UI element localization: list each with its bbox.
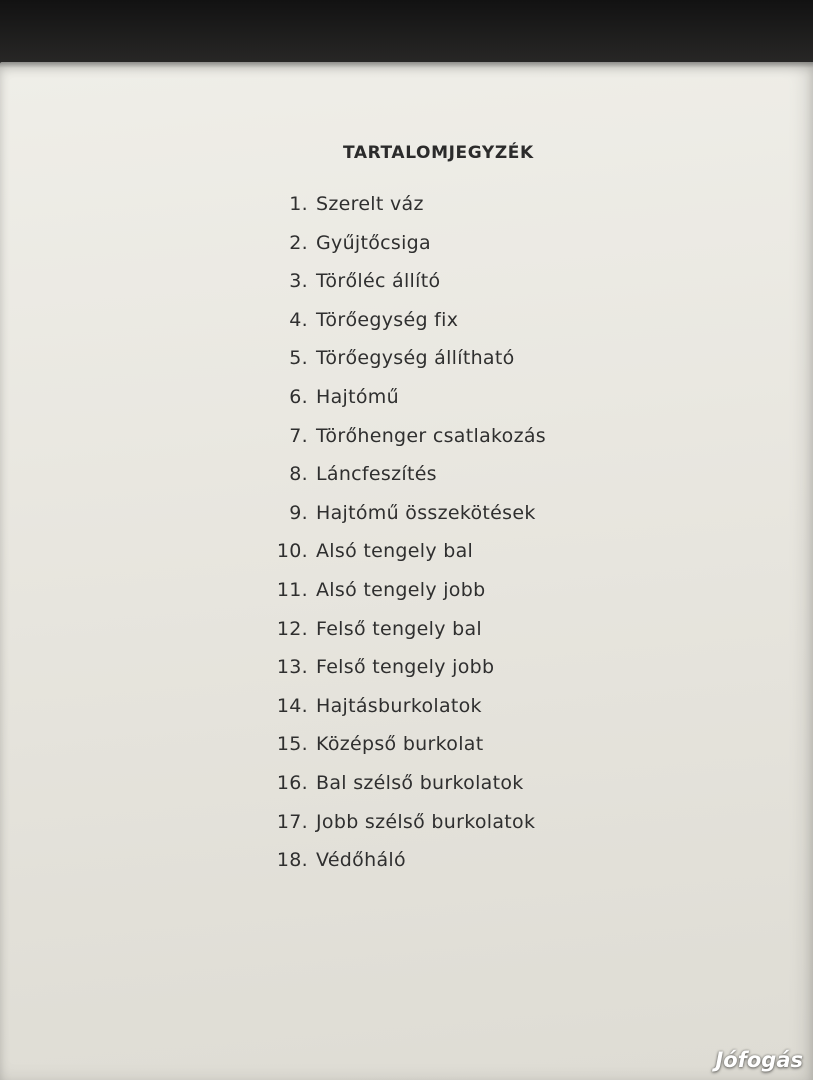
toc-entry-number: 3.	[289, 270, 308, 293]
toc-entry	[260, 733, 680, 772]
toc-entry-number: 18.	[276, 849, 308, 872]
toc-entry-number: 17.	[276, 810, 308, 833]
toc-entry-label: Törőegység állítható	[316, 347, 515, 370]
toc-entry	[260, 193, 680, 232]
toc-entry-label: Hajtásburkolatok	[316, 694, 482, 717]
toc-entry-label: Láncfeszítés	[316, 463, 437, 486]
page-top-shadow	[0, 62, 813, 68]
toc-entry-number: 8.	[289, 463, 308, 486]
toc-entry-number: 16.	[276, 771, 308, 794]
toc-entry-number: 7.	[289, 424, 308, 447]
page-title: TARTALOMJEGYZÉK	[343, 143, 534, 163]
toc-entry-label: Védőháló	[316, 849, 406, 872]
toc-entry-number: 1.	[289, 193, 308, 215]
toc-entry-label: Bal szélső burkolatok	[316, 771, 524, 794]
toc-entry-label: Hajtómű összekötések	[316, 501, 536, 524]
toc-entry	[260, 540, 680, 579]
toc-entry-number: 6.	[289, 385, 308, 408]
toc-entry-number: 12.	[276, 617, 308, 640]
toc-entry	[260, 347, 680, 386]
dark-background	[0, 0, 813, 70]
toc-entry-number: 2.	[289, 231, 308, 254]
toc-entry-number: 4.	[289, 308, 308, 331]
toc-entry	[260, 772, 680, 811]
toc-entry-number: 15.	[276, 733, 308, 756]
toc-entry	[260, 309, 680, 348]
toc-entry-number: 5.	[289, 347, 308, 370]
jofogas-watermark: Jófogás	[715, 1048, 803, 1072]
toc-entry-number: 10.	[276, 540, 308, 563]
toc-entry-label: Felső tengely bal	[316, 617, 482, 640]
toc-entry-label: Felső tengely jobb	[316, 656, 495, 679]
toc-entry	[260, 232, 680, 271]
toc-entry-number: 13.	[276, 656, 308, 679]
toc-entry	[260, 811, 680, 850]
toc-entry-label: Alsó tengely jobb	[316, 578, 486, 601]
toc-entry-label: Törőhenger csatlakozás	[316, 424, 546, 447]
toc-entry-number: 11.	[276, 578, 308, 601]
toc-entry-label: Szerelt váz	[316, 193, 424, 215]
toc-entry	[260, 656, 680, 695]
table-of-contents	[260, 193, 680, 888]
toc-entry-label: Hajtómű	[316, 385, 399, 408]
toc-entry-number: 9.	[289, 501, 308, 524]
toc-entry-label: Jobb szélső burkolatok	[316, 810, 536, 833]
toc-entry	[260, 270, 680, 309]
toc-entry-number: 14.	[276, 694, 308, 717]
toc-entry-label: Alsó tengely bal	[316, 540, 474, 563]
toc-entry	[260, 695, 680, 734]
toc-entry	[260, 579, 680, 618]
toc-entry	[260, 502, 680, 541]
toc-entry	[260, 425, 680, 464]
toc-entry-label: Törőegység fix	[316, 308, 459, 331]
toc-entry	[260, 849, 680, 888]
toc-entry-label: Gyűjtőcsiga	[316, 231, 431, 254]
toc-entry	[260, 618, 680, 657]
toc-entry-label: Törőléc állító	[316, 270, 441, 293]
toc-entry-label: Középső burkolat	[316, 733, 484, 756]
toc-entry	[260, 463, 680, 502]
toc-entry	[260, 386, 680, 425]
